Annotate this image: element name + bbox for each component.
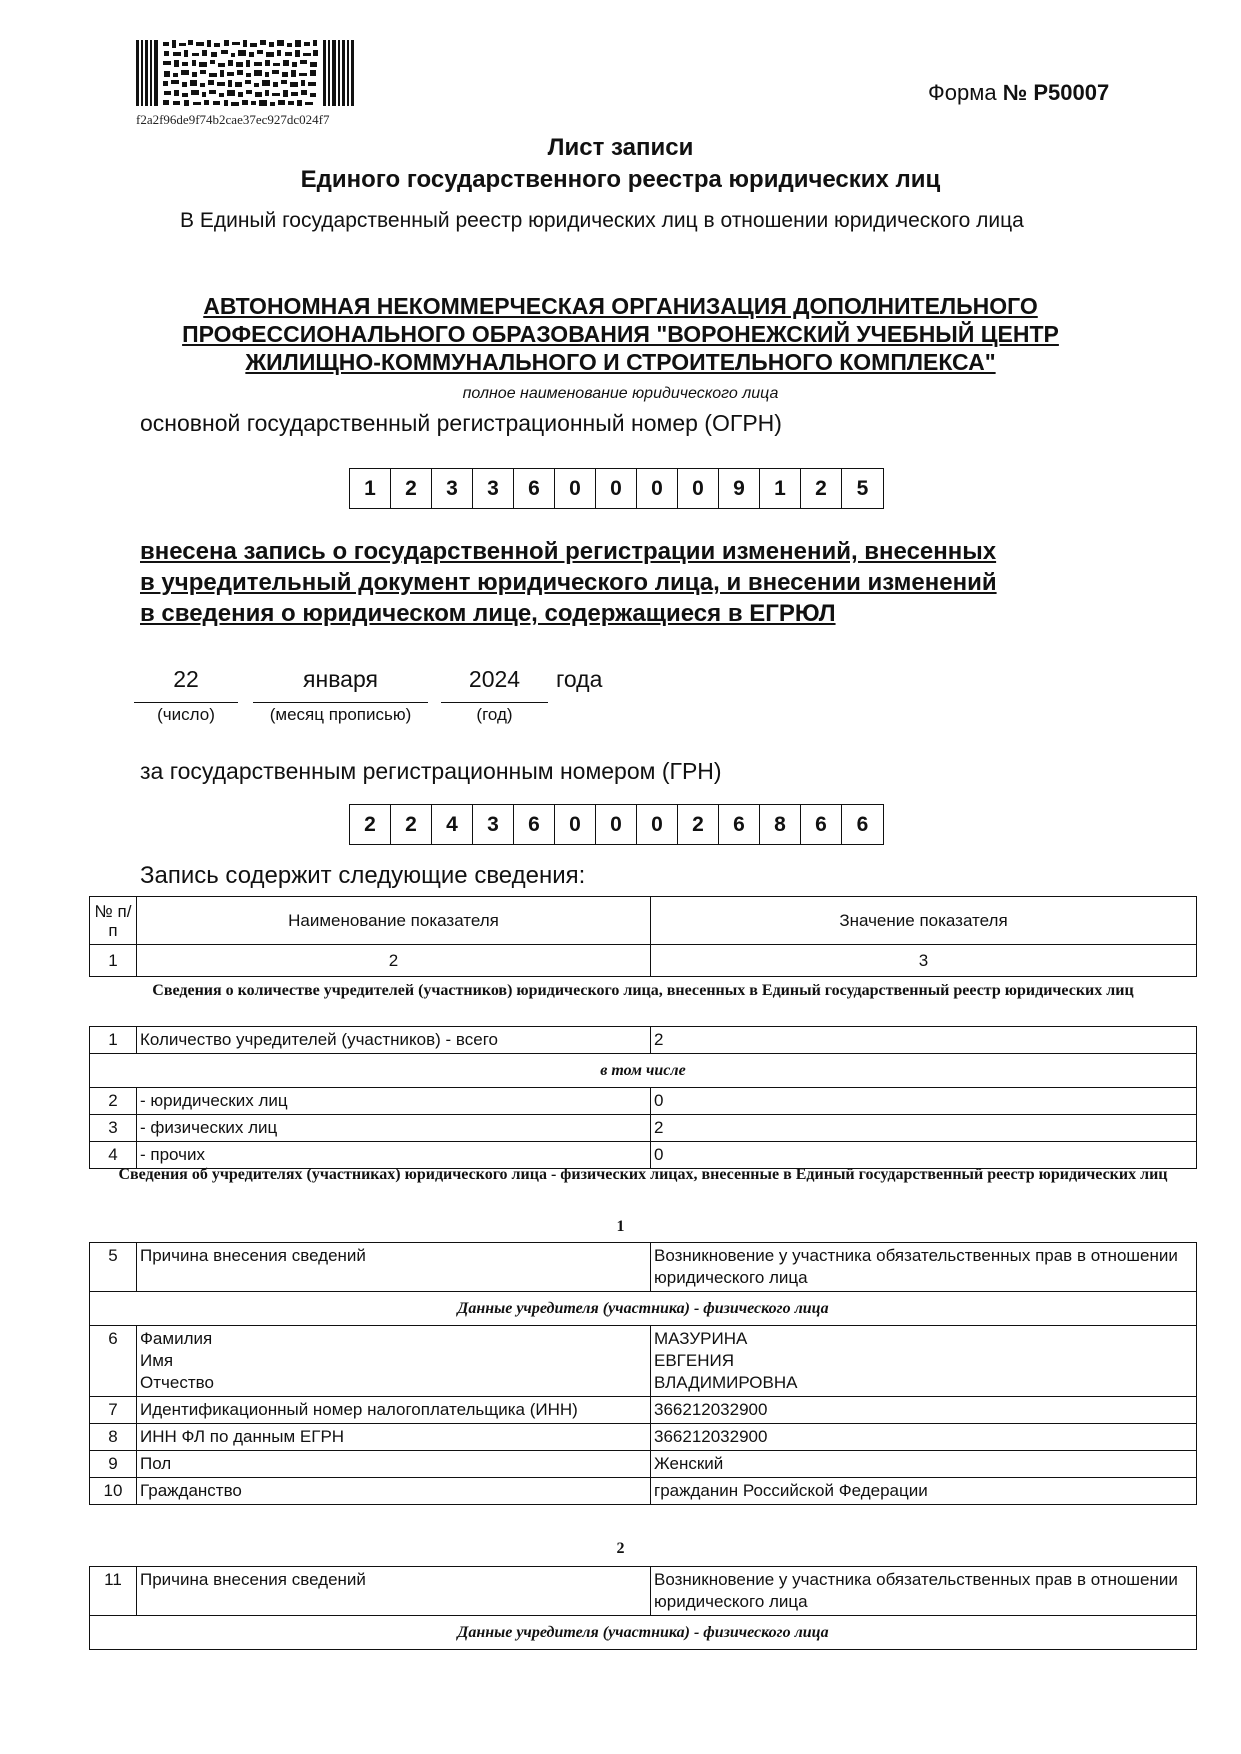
row-num: 8 [90, 1424, 137, 1451]
row-num: 11 [90, 1567, 137, 1616]
founder-number: 1 [616, 1218, 625, 1235]
header-name: Наименование показателя [137, 897, 651, 945]
table-header [89, 896, 1197, 977]
grn-digit: 2 [350, 805, 391, 844]
ogrn-digit: 6 [514, 469, 555, 508]
first-name-value: ЕВГЕНИЯ [654, 1351, 734, 1370]
patronymic-label: Отчество [140, 1373, 214, 1392]
row-num: 3 [90, 1115, 137, 1142]
barcode-hash: f2a2f96de9f74b2cae37ec927dc024f7 [136, 112, 330, 127]
section-founders-count-title: Сведения о количестве учредителей (участников) юридического лица, внесенных в Единый государственный реестр юридических лиц [152, 982, 1134, 999]
row-value: 0 [651, 1088, 1197, 1115]
record-line: внесена запись о государственной регистрации изменений, внесенных [140, 538, 997, 565]
form-number [928, 80, 1109, 106]
founder-data-caption: Данные учредителя (участника) - физического лица [90, 1616, 1197, 1650]
founder-2-table [89, 1566, 1197, 1650]
grn-digit: 0 [637, 805, 678, 844]
row-num: 7 [90, 1397, 137, 1424]
date-year: 2024 [468, 666, 521, 692]
date-month-line [253, 702, 428, 703]
table-row [90, 1478, 1197, 1505]
date-suffix: года [556, 666, 603, 692]
row-value [651, 1326, 1197, 1397]
header-index: 2 [137, 945, 651, 977]
date-month: января [303, 666, 378, 692]
row-value: Возникновение у участника обязательственных прав в отношении юридического лица [651, 1567, 1197, 1616]
barcode-image [136, 40, 354, 106]
grn-digit: 6 [514, 805, 555, 844]
row-num: 10 [90, 1478, 137, 1505]
ogrn-digit: 0 [637, 469, 678, 508]
ogrn-digit: 9 [719, 469, 760, 508]
table-row [90, 1451, 1197, 1478]
date-month-caption: (месяц прописью) [269, 705, 412, 724]
row-name [137, 1326, 651, 1397]
row-value: 2 [651, 1115, 1197, 1142]
table-row [90, 1326, 1197, 1397]
ogrn-digit: 2 [391, 469, 432, 508]
surname-label: Фамилия [140, 1329, 213, 1348]
ogrn-digit: 0 [596, 469, 637, 508]
row-name: Гражданство [137, 1478, 651, 1505]
form-prefix: Форма [928, 80, 997, 105]
row-num: 2 [90, 1088, 137, 1115]
org-name-line: ПРОФЕССИОНАЛЬНОГО ОБРАЗОВАНИЯ "ВОРОНЕЖСКИЙ УЧЕБНЫЙ ЦЕНТР [182, 321, 1059, 347]
org-name-caption: полное наименование юридического лица [462, 385, 779, 402]
table-row [90, 1243, 1197, 1292]
ogrn-digit: 0 [555, 469, 596, 508]
ogrn-digit: 1 [350, 469, 391, 508]
founder-data-caption: Данные учредителя (участника) - физического лица [90, 1292, 1197, 1326]
ogrn-digit: 2 [801, 469, 842, 508]
first-name-label: Имя [140, 1351, 174, 1370]
document-title: Лист записи [547, 134, 694, 161]
grn-digit: 4 [432, 805, 473, 844]
row-num: 1 [90, 1027, 137, 1054]
header-index: 3 [651, 945, 1197, 977]
row-value: Женский [651, 1451, 1197, 1478]
date-year-line [441, 702, 548, 703]
surname-value: МАЗУРИНА [654, 1329, 748, 1348]
date-day: 22 [173, 666, 199, 692]
grn-digit: 0 [555, 805, 596, 844]
table-row [90, 1424, 1197, 1451]
grn-digit: 6 [801, 805, 842, 844]
record-description [140, 536, 1140, 629]
grn-digit: 3 [473, 805, 514, 844]
table-row [90, 1292, 1197, 1326]
ogrn-digit: 5 [856, 476, 869, 500]
header-value: Значение показателя [651, 897, 1197, 945]
contains-heading: Запись содержит следующие сведения: [140, 862, 586, 889]
row-value: 2 [651, 1027, 1197, 1054]
ogrn-digit: 3 [432, 469, 473, 508]
row-name: Пол [137, 1451, 651, 1478]
row-value: 0 [651, 1142, 1197, 1169]
intro-text: В Единый государственный реестр юридических лиц в отношении юридического лица [180, 209, 1024, 232]
grn-digit: 8 [760, 805, 801, 844]
patronymic-value: ВЛАДИМИРОВНА [654, 1373, 798, 1392]
document-subtitle: Единого государственного реестра юридических лиц [300, 166, 941, 193]
section-founders-title: Сведения об учредителях (участниках) юридического лица - физических лицах, внесенные в Единый государственный реестр юридических лиц [118, 1166, 1168, 1183]
table-row [90, 1115, 1197, 1142]
row-value: 366212032900 [651, 1424, 1197, 1451]
row-name: Причина внесения сведений [137, 1243, 651, 1292]
row-value: гражданин Российской Федерации [651, 1478, 1197, 1505]
row-name: Идентификационный номер налогоплательщика (ИНН) [137, 1397, 651, 1424]
date-year-caption: (год) [476, 705, 513, 724]
record-line: в сведения о юридическом лице, содержащиеся в ЕГРЮЛ [140, 600, 836, 627]
table-row [90, 1616, 1197, 1650]
row-value: 366212032900 [651, 1397, 1197, 1424]
founders-count-table [89, 1026, 1197, 1169]
grn-digit: 0 [596, 805, 637, 844]
ogrn-label: основной государственный регистрационный номер (ОГРН) [140, 410, 782, 436]
ogrn-digit: 3 [473, 469, 514, 508]
row-name: Количество учредителей (участников) - всего [137, 1027, 651, 1054]
row-num: 4 [90, 1142, 137, 1169]
row-value: Возникновение у участника обязательственных прав в отношении юридического лица [651, 1243, 1197, 1292]
table-row [90, 1027, 1197, 1054]
ogrn-digit: 0 [678, 469, 719, 508]
header-index: 1 [90, 945, 137, 977]
grn-digit: 6 [856, 812, 869, 836]
record-line: в учредительный документ юридического лица, и внесении изменений [140, 569, 997, 596]
grn-digit-boxes [349, 804, 884, 845]
grn-label: за государственным регистрационным номером (ГРН) [140, 758, 722, 784]
date-day-line [134, 702, 238, 703]
table-row [90, 1567, 1197, 1616]
grn-digit: 2 [391, 805, 432, 844]
row-name: - юридических лиц [137, 1088, 651, 1115]
row-num: 6 [90, 1326, 137, 1397]
ogrn-digit-boxes [349, 468, 884, 509]
form-code: № Р50007 [1002, 80, 1110, 105]
ogrn-digit: 1 [760, 469, 801, 508]
org-name-line: ЖИЛИЩНО-КОММУНАЛЬНОГО И СТРОИТЕЛЬНОГО КОМПЛЕКСА" [245, 349, 996, 375]
header-num: № п/п [90, 897, 137, 945]
including-label: в том числе [90, 1054, 1197, 1088]
row-name: - физических лиц [137, 1115, 651, 1142]
row-name: - прочих [137, 1142, 651, 1169]
date-day-caption: (число) [157, 705, 215, 724]
table-row [90, 1054, 1197, 1088]
row-num: 5 [90, 1243, 137, 1292]
row-name: Причина внесения сведений [137, 1567, 651, 1616]
organization-name [100, 292, 1141, 376]
grn-digit: 6 [719, 805, 760, 844]
table-row [90, 1088, 1197, 1115]
row-num: 9 [90, 1451, 137, 1478]
grn-digit: 2 [678, 805, 719, 844]
org-name-line: АВТОНОМНАЯ НЕКОММЕРЧЕСКАЯ ОРГАНИЗАЦИЯ ДОПОЛНИТЕЛЬНОГО [203, 293, 1038, 319]
table-row [90, 1397, 1197, 1424]
founder-1-table [89, 1242, 1197, 1505]
row-name: ИНН ФЛ по данным ЕГРН [137, 1424, 651, 1451]
founder-number: 2 [616, 1540, 625, 1557]
